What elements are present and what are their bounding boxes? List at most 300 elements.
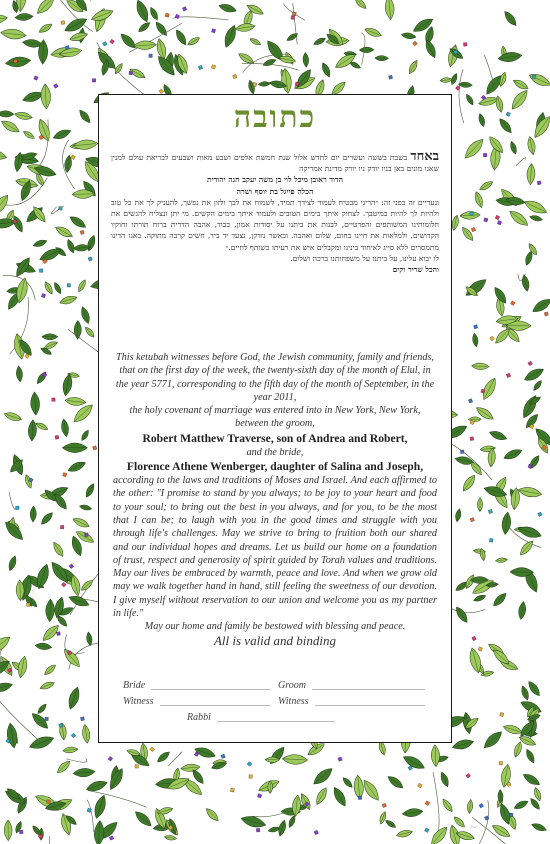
leaf-icon xyxy=(458,82,472,88)
bud-icon xyxy=(466,773,471,778)
bud-icon xyxy=(478,647,482,651)
vine-stem xyxy=(9,492,16,509)
english-vows: according to the laws and traditions of Moses and Israel. And each affirmed to the other: "I promise to stand by you always; to be joy to your heart and food to your soul; to bring out the best in you always, and for you, to be the most that I can be; to laugh with you in the good times and struggle with you through life's challenges. May we strive to bring to fruition both our shared and our individual hopes and dreams. Let us build our home on a foundation of trust, respect and generosity of spirit guided by Torah values and traditions. May our lives be embraced by warmth, peace and love. And when we grow old may we walk together hand in hand, still feeling the sweetness of our devotion. I give myself without reservation to our union and welcome you as my partner in life." xyxy=(113,475,437,620)
leaf-icon xyxy=(92,794,109,820)
leaf-icon xyxy=(43,280,55,295)
bud-icon xyxy=(528,361,533,366)
leaf-icon xyxy=(137,21,152,34)
leaf-icon xyxy=(462,136,487,161)
leaf-icon xyxy=(522,197,548,216)
bud-icon xyxy=(292,12,296,16)
leaf-icon xyxy=(0,28,27,41)
bud-icon xyxy=(468,399,472,403)
bud-icon xyxy=(67,651,71,655)
bud-icon xyxy=(26,603,29,606)
leaf-icon xyxy=(384,819,397,830)
leaf-icon xyxy=(39,680,55,691)
leaf-icon xyxy=(40,84,51,110)
bud-icon xyxy=(109,836,114,841)
leaf-icon xyxy=(14,111,33,121)
leaf-icon xyxy=(441,797,455,813)
hebrew-lead-word: באחד xyxy=(410,149,439,164)
bud-icon xyxy=(470,517,475,522)
leaf-icon xyxy=(517,485,542,499)
leaf-icon xyxy=(77,108,92,124)
leaf-icon xyxy=(401,32,417,40)
leaf-icon xyxy=(311,765,335,787)
witness2-signature-label: Witness xyxy=(278,695,309,707)
bride-signature-line[interactable] xyxy=(151,680,270,690)
leaf-icon xyxy=(440,77,453,83)
leaf-icon xyxy=(39,511,54,527)
leaf-icon xyxy=(62,443,87,453)
leaf-icon xyxy=(287,815,297,829)
bud-icon xyxy=(41,293,45,297)
leaf-icon xyxy=(472,333,479,347)
bud-icon xyxy=(135,765,138,768)
bud-icon xyxy=(460,450,464,454)
leaf-icon xyxy=(174,28,189,46)
bud-icon xyxy=(60,525,63,528)
bud-icon xyxy=(175,14,179,18)
leaf-icon xyxy=(85,779,108,794)
bud-icon xyxy=(108,756,113,761)
bud-icon xyxy=(88,257,92,261)
leaf-icon xyxy=(477,498,482,512)
vine-stem xyxy=(516,158,526,166)
leaf-icon xyxy=(490,822,512,840)
leaf-icon xyxy=(526,163,535,185)
leaf-icon xyxy=(502,723,523,736)
bud-icon xyxy=(47,800,51,804)
bud-icon xyxy=(425,801,430,806)
leaf-icon xyxy=(247,79,256,94)
leaf-icon xyxy=(76,279,87,293)
bud-icon xyxy=(488,509,492,513)
bud-icon xyxy=(490,336,495,341)
leaf-icon xyxy=(353,0,368,10)
bud-icon xyxy=(59,723,63,727)
leaf-icon xyxy=(84,326,96,339)
english-valid-binding: All is valid and binding xyxy=(213,632,337,648)
leaf-icon xyxy=(74,320,81,339)
leaf-icon xyxy=(66,238,76,253)
leaf-icon xyxy=(521,771,541,787)
bud-icon xyxy=(471,227,476,232)
leaf-icon xyxy=(508,87,530,112)
bud-icon xyxy=(19,830,23,834)
bud-icon xyxy=(80,230,84,234)
bud-icon xyxy=(150,747,155,752)
bud-icon xyxy=(67,284,71,288)
bud-icon xyxy=(500,712,504,716)
leaf-icon xyxy=(375,55,389,60)
leaf-icon xyxy=(29,711,50,732)
leaf-icon xyxy=(401,753,426,772)
leaf-icon xyxy=(3,411,22,423)
leaf-icon xyxy=(481,729,504,751)
english-text xyxy=(113,351,437,647)
signature-row-couple xyxy=(123,677,433,693)
leaf-icon xyxy=(477,113,486,127)
leaf-icon xyxy=(460,211,481,220)
bud-icon xyxy=(61,582,66,587)
leaf-icon xyxy=(133,809,154,829)
leaf-icon xyxy=(331,785,349,808)
rabbi-signature-label: Rabbi xyxy=(187,711,211,723)
bud-icon xyxy=(71,155,76,160)
leaf-icon xyxy=(67,459,87,474)
leaf-icon xyxy=(181,763,201,772)
leaf-icon xyxy=(59,294,78,306)
leaf-icon xyxy=(509,141,518,155)
leaf-icon xyxy=(54,224,74,240)
leaf-icon xyxy=(465,93,475,106)
leaf-icon xyxy=(218,2,237,14)
vine-stem xyxy=(433,772,439,831)
leaf-icon xyxy=(473,191,485,209)
leaf-icon xyxy=(314,786,330,806)
bud-icon xyxy=(495,215,500,220)
leaf-icon xyxy=(520,685,530,701)
leaf-icon xyxy=(320,61,332,78)
bud-icon xyxy=(295,82,299,86)
leaf-icon xyxy=(507,208,530,229)
leaf-icon xyxy=(22,130,35,141)
bud-icon xyxy=(65,46,69,50)
leaf-icon xyxy=(63,15,89,35)
english-intro: This ketubah witnesses before God, the Jewish community, family and friends, that on the first day of the week, the twenty-sixth day of the month of Elul, in the year 5771, corresponding to the fifth day of the month of September, in the year 2011, xyxy=(115,352,435,403)
leaf-icon xyxy=(502,447,523,462)
leaf-icon xyxy=(529,214,543,222)
leaf-icon xyxy=(495,557,508,563)
leaf-icon xyxy=(42,334,58,340)
bride-signature-label: Bride xyxy=(123,679,146,691)
leaf-icon xyxy=(55,759,72,775)
leaf-icon xyxy=(155,53,178,78)
leaf-icon xyxy=(45,599,54,622)
bud-icon xyxy=(338,757,342,761)
leaf-icon xyxy=(532,379,543,392)
bud-icon xyxy=(34,76,38,80)
leaf-icon xyxy=(38,22,54,35)
leaf-icon xyxy=(522,366,545,384)
leaf-icon xyxy=(79,306,91,325)
leaf-icon xyxy=(502,9,518,27)
leaf-icon xyxy=(60,418,70,437)
leaf-icon xyxy=(156,750,172,764)
leaf-icon xyxy=(43,663,58,677)
leaf-icon xyxy=(524,748,536,764)
leaf-icon xyxy=(61,647,83,670)
bud-icon xyxy=(474,325,478,329)
bud-icon xyxy=(59,206,63,210)
leaf-icon xyxy=(62,746,78,754)
bud-icon xyxy=(257,794,261,798)
bud-icon xyxy=(56,632,60,636)
leaf-icon xyxy=(488,429,508,442)
leaf-icon xyxy=(51,541,65,559)
leaf-icon xyxy=(28,420,37,442)
bud-icon xyxy=(55,435,59,439)
groom-signature-line[interactable] xyxy=(312,680,425,690)
bud-icon xyxy=(221,754,225,758)
leaf-icon xyxy=(73,768,96,778)
leaf-icon xyxy=(53,281,63,294)
english-and-bride: and the bride, xyxy=(246,446,304,458)
leaf-icon xyxy=(79,504,92,512)
bud-icon xyxy=(544,312,548,316)
bud-icon xyxy=(165,13,169,17)
leaf-icon xyxy=(69,31,89,43)
bud-icon xyxy=(182,7,186,11)
leaf-icon xyxy=(4,820,12,841)
vine-stem xyxy=(44,836,49,844)
bud-icon xyxy=(499,761,502,764)
leaf-icon xyxy=(134,40,157,50)
bud-icon xyxy=(92,79,95,82)
leaf-icon xyxy=(0,681,13,694)
leaf-icon xyxy=(36,117,53,142)
bud-icon xyxy=(358,796,362,800)
leaf-icon xyxy=(402,807,423,817)
bud-icon xyxy=(69,564,74,569)
leaf-icon xyxy=(222,24,239,49)
leaf-icon xyxy=(364,26,383,39)
leaf-icon xyxy=(81,724,91,744)
bud-icon xyxy=(54,84,59,89)
bud-icon xyxy=(45,717,49,721)
leaf-icon xyxy=(467,799,474,814)
witness1-signature-label: Witness xyxy=(123,695,154,707)
english-covenant: the holy covenant of marriage was entered into in New York, New York, xyxy=(129,405,421,417)
bud-icon xyxy=(93,446,97,450)
vine-stem xyxy=(91,0,106,1)
leaf-icon xyxy=(84,482,96,498)
signature-row-witnesses xyxy=(123,693,433,709)
vine-stem xyxy=(459,69,464,123)
leaf-icon xyxy=(531,822,548,833)
leaf-icon xyxy=(66,686,82,711)
bud-icon xyxy=(484,218,488,222)
vine-stem xyxy=(168,752,182,766)
bud-icon xyxy=(233,74,237,78)
rabbi-signature-line[interactable] xyxy=(217,712,335,722)
leaf-icon xyxy=(0,13,8,25)
witness1-signature-line[interactable] xyxy=(160,696,270,706)
bud-icon xyxy=(52,398,56,402)
bud-icon xyxy=(537,181,541,185)
bride-name: Florence Athene Wenberger, daughter of Salina and Joseph, xyxy=(126,460,424,474)
leaf-icon xyxy=(512,78,530,92)
ketubah-text-panel xyxy=(98,94,452,743)
bud-icon xyxy=(39,269,42,272)
leaf-icon xyxy=(451,737,474,751)
bud-icon xyxy=(103,41,108,46)
leaf-icon xyxy=(28,733,56,751)
leaf-icon xyxy=(0,148,8,162)
leaf-icon xyxy=(186,36,200,48)
leaf-icon xyxy=(454,508,462,522)
bud-icon xyxy=(63,473,67,477)
bud-icon xyxy=(198,65,202,69)
bud-icon xyxy=(61,21,65,25)
leaf-icon xyxy=(68,214,87,230)
leaf-icon xyxy=(521,274,531,292)
english-blessing: May our home and family be bestowed with blessing and peace. xyxy=(144,621,406,633)
leaf-icon xyxy=(491,591,508,608)
leaf-icon xyxy=(35,642,52,650)
leaf-icon xyxy=(452,815,466,829)
leaf-icon xyxy=(513,799,529,811)
bud-icon xyxy=(247,762,252,767)
leaf-icon xyxy=(65,396,87,406)
leaf-icon xyxy=(5,722,19,748)
leaf-icon xyxy=(258,81,270,87)
leaf-icon xyxy=(16,655,29,678)
leaf-icon xyxy=(478,179,494,192)
leaf-icon xyxy=(501,512,512,535)
bud-icon xyxy=(470,437,474,441)
bud-icon xyxy=(506,112,511,117)
bud-icon xyxy=(506,373,510,377)
leaf-icon xyxy=(526,136,536,155)
leaf-icon xyxy=(15,13,34,21)
leaf-icon xyxy=(71,516,90,530)
leaf-icon xyxy=(80,578,95,592)
leaf-icon xyxy=(473,594,487,603)
leaf-icon xyxy=(423,38,438,59)
bud-icon xyxy=(388,75,392,79)
leaf-icon xyxy=(34,0,57,17)
leaf-icon xyxy=(80,429,90,442)
hebrew-groom-line: הדוד ראובן מיכל לוי בן משה יעקב חנה יהודית xyxy=(207,175,343,185)
leaf-icon xyxy=(282,754,308,765)
leaf-icon xyxy=(235,22,256,33)
bud-icon xyxy=(509,813,513,817)
leaf-icon xyxy=(7,555,18,572)
bud-icon xyxy=(510,301,515,306)
bud-icon xyxy=(538,512,543,517)
hebrew-closing-blessing: לו יבוא עלינו, על ביתנו על משפחותנו ברכה ושלום. xyxy=(290,253,439,263)
leaf-icon xyxy=(378,811,387,825)
leaf-icon xyxy=(517,601,527,620)
leaf-icon xyxy=(16,366,24,383)
bud-icon xyxy=(211,65,215,69)
leaf-icon xyxy=(164,835,177,841)
leaf-icon xyxy=(396,829,414,839)
bud-icon xyxy=(413,41,418,46)
leaf-icon xyxy=(303,52,310,67)
bud-icon xyxy=(110,39,115,44)
leaf-icon xyxy=(480,376,499,402)
leaf-icon xyxy=(0,118,21,135)
leaf-icon xyxy=(36,703,48,715)
leaf-icon xyxy=(30,506,37,522)
bud-icon xyxy=(532,75,536,79)
bud-icon xyxy=(14,59,18,63)
leaf-icon xyxy=(497,117,514,135)
hebrew-vows: ונעדיים זה בפני זה: ״הריני מבטיח לעמוד לצידך תמיד, לשמוח את לבך ולזון את נפשך, להעניק לך את כל טוב ולהיות לך להיות במיטבך. לצחוק איתך בימים הטובים ולעמוד איתך בימים הקשים. מי יתן ונצליח להגשים את חלומותינו המשותפים והפרטיים, לבנות את ביתנו על יסודות אמון, כבוד, אהבה הדדית ברוח תורתו וחוקיו הקדושים, ולמלאות את חיינו בחום, שלום ואהבה. וכאשר נזדקן, נצעד יד ביד, חשים קרבה מתוקה. באנו הדינו מתמסרים ללא סייג לאיחוד בינינו ומקבלים איש את רעיתו כשותף לחיים.״ xyxy=(111,197,439,252)
leaf-icon xyxy=(454,605,470,624)
bud-icon xyxy=(291,16,295,20)
signature-area xyxy=(123,677,433,725)
groom-signature-label: Groom xyxy=(278,679,306,691)
bud-icon xyxy=(16,506,19,509)
groom-name: Robert Matthew Traverse, son of Andrea and Robert, xyxy=(142,431,408,445)
bud-icon xyxy=(149,54,152,57)
leaf-icon xyxy=(384,0,395,20)
bud-icon xyxy=(249,775,252,778)
signature-row-rabbi xyxy=(123,709,433,725)
artist-signature: ~ xyxy=(468,819,477,835)
bud-icon xyxy=(84,533,88,537)
leaf-icon xyxy=(431,745,440,767)
leaf-icon xyxy=(32,238,48,248)
hebrew-date-line: בשבת בששה ועשרים יום לחדש אלול שנת חמשת אלפים ושבע מאות ושבעים לבריאת עולם למנין שאנו מונים באן בניו יורק ניו יורק מדינת אמריקה xyxy=(111,153,439,174)
witness2-signature-line[interactable] xyxy=(315,696,425,706)
bud-icon xyxy=(479,803,484,808)
bud-icon xyxy=(418,783,423,788)
bud-icon xyxy=(472,636,477,641)
leaf-icon xyxy=(148,6,159,21)
hebrew-closing-valid: והכל שריר וקים xyxy=(392,265,439,275)
vine-stem xyxy=(173,17,228,20)
bud-icon xyxy=(463,43,467,47)
leaf-icon xyxy=(451,214,460,231)
bud-icon xyxy=(80,717,84,721)
leaf-icon xyxy=(93,820,104,844)
bud-icon xyxy=(211,29,215,33)
leaf-icon xyxy=(0,633,13,656)
vine-stem xyxy=(87,800,94,832)
leaf-icon xyxy=(118,31,137,50)
leaf-icon xyxy=(5,56,31,69)
leaf-icon xyxy=(468,417,481,422)
bud-icon xyxy=(483,153,487,157)
leaf-icon xyxy=(68,593,91,608)
ketubah-title: כתובה xyxy=(233,101,317,134)
leaf-icon xyxy=(359,47,373,53)
leaf-icon xyxy=(313,36,327,46)
leaf-icon xyxy=(341,776,354,789)
leaf-icon xyxy=(407,59,420,75)
bud-icon xyxy=(159,89,164,94)
bud-icon xyxy=(489,538,493,542)
leaf-icon xyxy=(86,632,93,646)
leaf-icon xyxy=(262,57,277,67)
leaf-icon xyxy=(204,806,221,823)
leaf-icon xyxy=(267,745,287,767)
leaf-icon xyxy=(35,370,48,385)
bud-icon xyxy=(71,733,76,738)
leaf-icon xyxy=(512,741,523,758)
leaf-icon xyxy=(472,363,490,370)
bud-icon xyxy=(129,71,133,75)
bud-icon xyxy=(314,830,319,835)
english-between-groom: between the groom, xyxy=(235,418,315,430)
hebrew-text xyxy=(111,151,439,275)
leaf-icon xyxy=(386,774,405,791)
leaf-icon xyxy=(0,110,14,117)
leaf-icon xyxy=(460,473,477,493)
leaf-icon xyxy=(134,0,151,24)
bud-icon xyxy=(256,828,260,832)
leaf-icon xyxy=(527,71,550,89)
leaf-icon xyxy=(249,37,262,47)
hebrew-bride-line: הכלה פייגל בת יוסף ושרה xyxy=(236,186,314,196)
bud-icon xyxy=(382,803,386,807)
